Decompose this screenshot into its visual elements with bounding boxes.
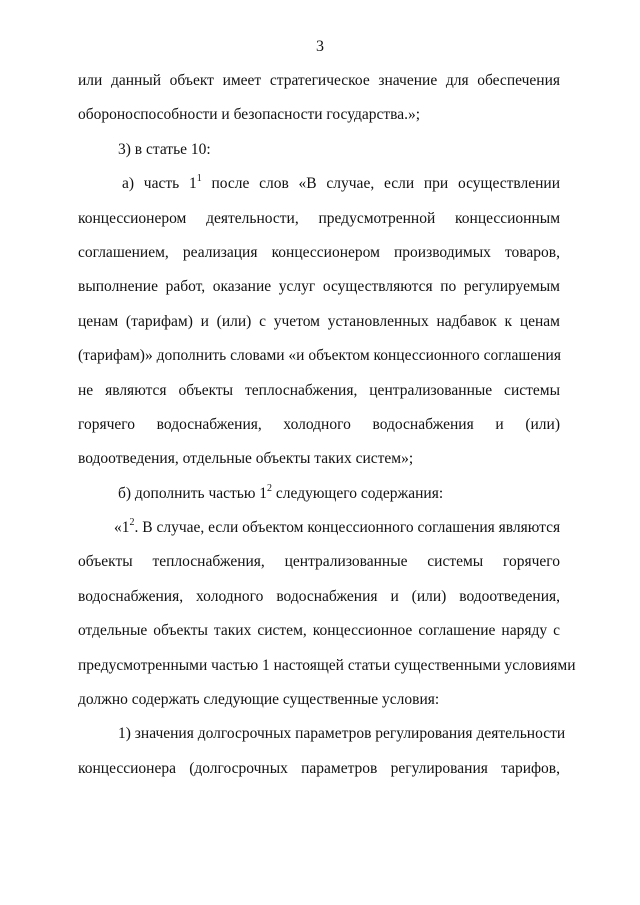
paragraph-a-line-3: соглашением, реализация концессионером производимых товаров, [78, 243, 560, 261]
paragraph-b-suffix: следующего содержания: [275, 484, 444, 502]
quote-line-6: должно содержать следующие существенные условия: [78, 691, 440, 709]
item-1-line-1: 1) значения долгосрочных параметров регулирования деятельности [118, 725, 566, 743]
paragraph-a-line-8: горячего водоснабжения, холодного водоснабжения и (или) [78, 415, 560, 433]
superscript-a: 1 [196, 173, 202, 185]
paragraph-a-continuation: после слов «В случае, если при осуществлении [211, 175, 560, 193]
paragraph-a-line-2: концессионером деятельности, предусмотренной концессионным [78, 209, 560, 227]
item-1-line-2: концессионера (долгосрочных параметров регулирования тарифов, [78, 759, 560, 777]
paragraph-a-line-5: ценам (тарифам) и (или) с учетом установленных надбавок к ценам [78, 312, 560, 330]
paragraph-a-line-7: не являются объекты теплоснабжения, централизованные системы [78, 381, 560, 399]
paragraph-a-line-4: выполнение работ, оказание услуг осуществляются по регулируемым [78, 278, 560, 296]
quote-line-1 [78, 518, 560, 552]
quote-line-3: водоснабжения, холодного водоснабжения и (или) водоотведения, [78, 587, 560, 605]
quote-prefix: «1 [114, 519, 130, 537]
quote-line-2: объекты теплоснабжения, централизованные системы горячего [78, 553, 560, 571]
paragraph-a-line-1 [78, 174, 560, 208]
text-line-1: или данный объект имеет стратегическое значение для обеспечения [78, 72, 560, 89]
superscript-quote: 2 [129, 517, 135, 529]
paragraph-a-prefix: а) часть 1 [122, 175, 197, 193]
paragraph-b-line-1 [78, 484, 560, 518]
quote-continuation: . В случае, если объектом концессионного соглашения являются [134, 519, 561, 537]
document-body [78, 71, 576, 793]
paragraph-b-prefix: б) дополнить частью 1 [118, 484, 268, 502]
section-3-heading: 3) в статье 10: [118, 140, 211, 158]
paragraph-a-line-6: (тарифам)» дополнить словами «и объектом концессионного соглашения [78, 347, 561, 365]
page-number: 3 [316, 38, 324, 55]
quote-line-5: предусмотренными частью 1 настоящей статьи существенными условиями [78, 656, 576, 674]
superscript-b: 2 [267, 482, 273, 494]
text-line-2: обороноспособности и безопасности государства.»; [78, 106, 421, 124]
paragraph-a-line-9: водоотведения, отдельные объекты таких систем»; [78, 450, 414, 468]
quote-line-4: отдельные объекты таких систем, концессионное соглашение наряду с [78, 622, 560, 640]
